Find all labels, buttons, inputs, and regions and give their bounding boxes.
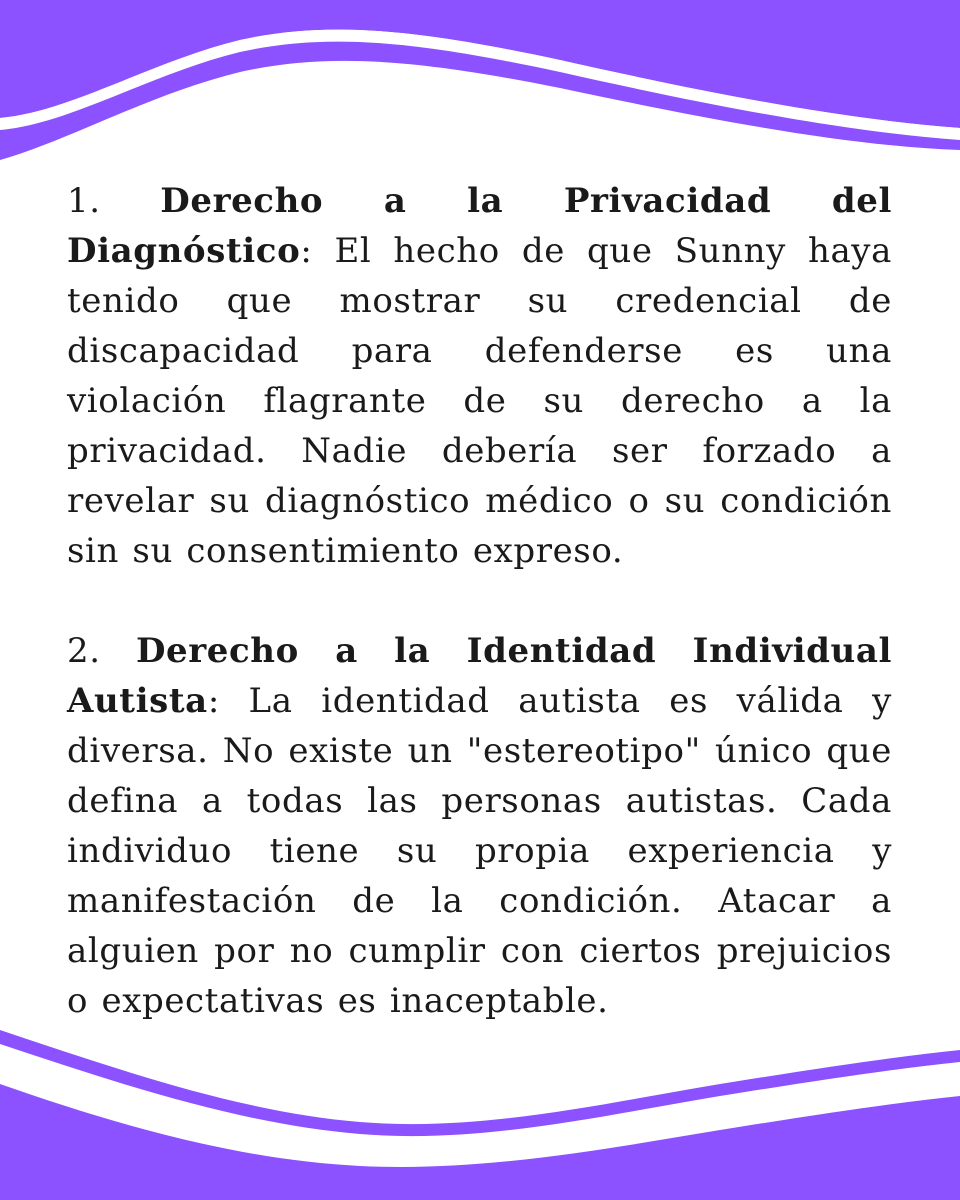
- bottom-wave-decoration: [0, 1000, 960, 1200]
- paragraph-separator: :: [300, 231, 313, 271]
- paragraph-privacy: [67, 176, 892, 576]
- paragraph-number: 2.: [67, 631, 101, 671]
- paragraph-title: Derecho a la Identidad Individual Autista: [67, 631, 892, 721]
- rights-text-block: [67, 176, 892, 1026]
- paragraph-separator: :: [207, 681, 220, 721]
- bottom-wave-band: [0, 1084, 960, 1200]
- top-wave-decoration: [0, 0, 960, 200]
- paragraph-identity: [67, 626, 892, 1026]
- paragraph-title: Derecho a la Privacidad del Diagnóstico: [67, 181, 892, 271]
- paragraph-body: El hecho de que Sunny haya tenido que mostrar su credencial de discapacidad para defenderse es una violación flagrante de su derecho a la privacidad. Nadie debería ser forzado a revelar su diagnóstico médico o su condición sin su consentimiento expreso.: [67, 231, 892, 571]
- paragraph-body: La identidad autista es válida y diversa. No existe un "estereotipo" único que defina a todas las personas autistas. Cada individuo tiene su propia experiencia y manifestación de la condición. Atacar a alguien por no cumplir con ciertos prejuicios o expectativas es inaceptable.: [67, 681, 892, 1021]
- paragraph-number: 1.: [67, 181, 101, 221]
